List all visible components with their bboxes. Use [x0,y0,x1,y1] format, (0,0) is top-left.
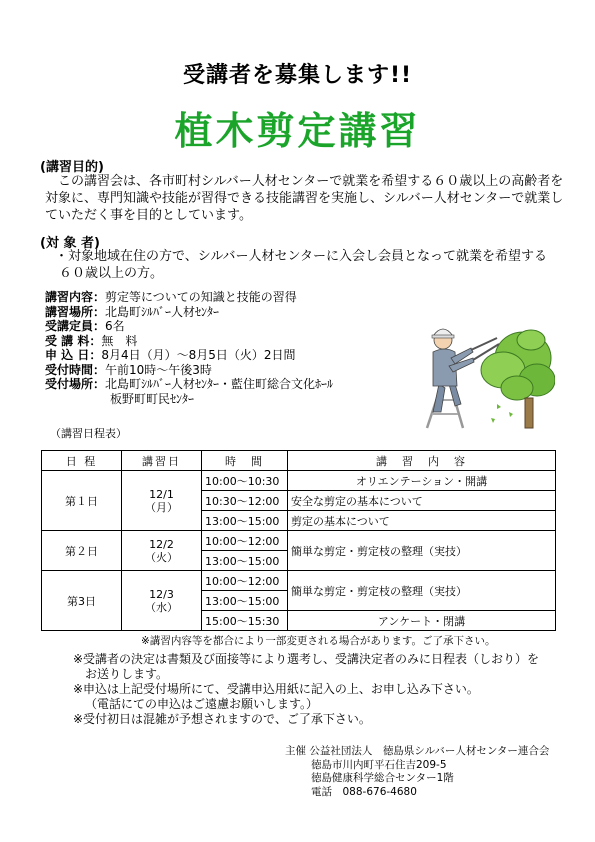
time-cell: 13:00～15:00 [202,591,288,611]
content-cell: 安全な剪定の基本について [288,491,556,511]
date-value: 12/2 [149,537,174,551]
column-header: 講 習 内 容 [288,451,556,471]
purpose-line: この講習会は、各市町村シルバー人材センターで就業を希望する６０歳以上の高齢者を [58,174,564,189]
info-label: 申 込 日： [45,348,102,362]
time-cell: 10:30～12:00 [202,491,288,511]
session-date [122,571,202,631]
schedule-header-row [42,451,556,471]
table-row [42,531,556,551]
weekday-value: （月） [145,500,178,514]
column-header: 時 間 [202,451,288,471]
course-info [45,290,333,406]
session-date [122,531,202,571]
table-row [42,571,556,591]
remarks [73,652,539,727]
remark-line: （電話にての申込はご遠慮お願いします。） [85,697,319,711]
date-value: 12/1 [149,487,174,501]
info-value: 6名 [105,319,125,333]
time-cell: 15:00～15:30 [202,611,288,631]
time-cell: 13:00～15:00 [202,551,288,571]
target-body [55,248,575,282]
info-value: 剪定等についての知識と技能の習得 [105,290,297,304]
session-date [122,471,202,531]
weekday-value: （水） [145,600,178,614]
info-value: 午前10時～午後3時 [105,362,212,377]
info-label: 受 講 料： [45,333,102,348]
purpose-heading: (講習目的) [40,160,104,175]
info-value: 無 料 [101,333,138,348]
info-row-fee [45,334,333,349]
content-cell: オリエンテーション・開講 [288,471,556,491]
time-cell: 10:00～12:00 [202,571,288,591]
organizer-phone: 電話 088-676-4680 [311,785,417,798]
organizer-address: 徳島市川内町平石住吉209-5 [311,758,447,771]
remark-line: お送りします。 [85,667,169,681]
schedule-note: ※講習内容等を都合により一部変更される場合があります。ご了承下さい。 [141,635,496,647]
column-header: 日 程 [42,451,122,471]
info-label: 講習場所： [45,304,106,319]
gardener-pruning-icon [405,318,555,430]
weekday-value: （火） [145,550,178,564]
time-cell: 10:00～10:30 [202,471,288,491]
time-cell: 10:00～12:00 [202,531,288,551]
target-heading: (対 象 者) [40,236,100,251]
info-row-reception-2: 板野町町民ｾﾝﾀｰ [110,391,195,406]
purpose-line: ていただく事を目的としています。 [45,208,252,223]
target-line: ・対象地域在住の方で、シルバー人材センターに入会し会員となって就業を希望する [55,249,547,264]
info-row-apply [45,348,333,363]
time-cell: 13:00～15:00 [202,511,288,531]
info-value: 北島町ｼﾙﾊﾞｰ人材ｾﾝﾀｰ・藍住町総合文化ﾎｰﾙ [105,377,334,391]
day-label: 第１日 [42,471,122,531]
table-row [42,471,556,491]
remark-line: ※受講者の決定は書類及び面接等により選考し、受講決定者のみに日程表（しおり）を [73,652,540,666]
date-value: 12/3 [149,587,174,601]
info-row-content [45,290,333,305]
headline: 受講者を募集します!! [182,63,413,88]
info-label: 受講定員： [45,319,106,333]
organizer-block [285,745,549,799]
info-value: 北島町ｼﾙﾊﾞｰ人材ｾﾝﾀｰ [105,304,220,319]
day-label: 第3日 [42,571,122,631]
gardener-illustration [405,318,555,434]
organizer-name: 主催 公益社団法人 徳島県シルバー人材センター連合会 [285,745,550,757]
schedule-table [41,450,556,650]
content-cell: 簡単な剪定・剪定枝の整理（実技） [288,571,556,611]
organizer-building: 徳島健康科学総合センター1階 [311,772,454,784]
page-title: 植木剪定講習 [174,109,421,153]
info-value: 8月4日（月）～8月5日（火）2日間 [101,348,296,362]
content-cell: 簡単な剪定・剪定枝の整理（実技） [288,531,556,571]
info-row-reception [45,377,333,392]
schedule-caption: （講習日程表） [50,427,127,440]
content-cell: アンケート・閉講 [288,611,556,631]
purpose-body [45,173,575,224]
info-row-place [45,305,333,320]
remark-line: ※受付初日は混雑が予想されますので、ご了承下さい。 [73,712,371,726]
info-label: 講習内容： [45,290,106,304]
info-row-hours [45,363,333,378]
schedule-note-row [42,631,556,651]
target-line: ６０歳以上の方。 [59,266,164,281]
info-label: 受付時間： [45,362,106,377]
day-label: 第２日 [42,531,122,571]
info-row-capacity [45,319,333,334]
purpose-line: 対象に、専門知識や技能が習得できる技能講習を実施し、シルバー人材センターで就業し [45,191,564,206]
content-cell: 剪定の基本について [288,511,556,531]
info-label: 受付場所： [45,377,106,391]
column-header: 講習日 [122,451,202,471]
remark-line: ※申込は上記受付場所にて、受講申込用紙に記入の上、お申し込み下さい。 [73,682,479,696]
